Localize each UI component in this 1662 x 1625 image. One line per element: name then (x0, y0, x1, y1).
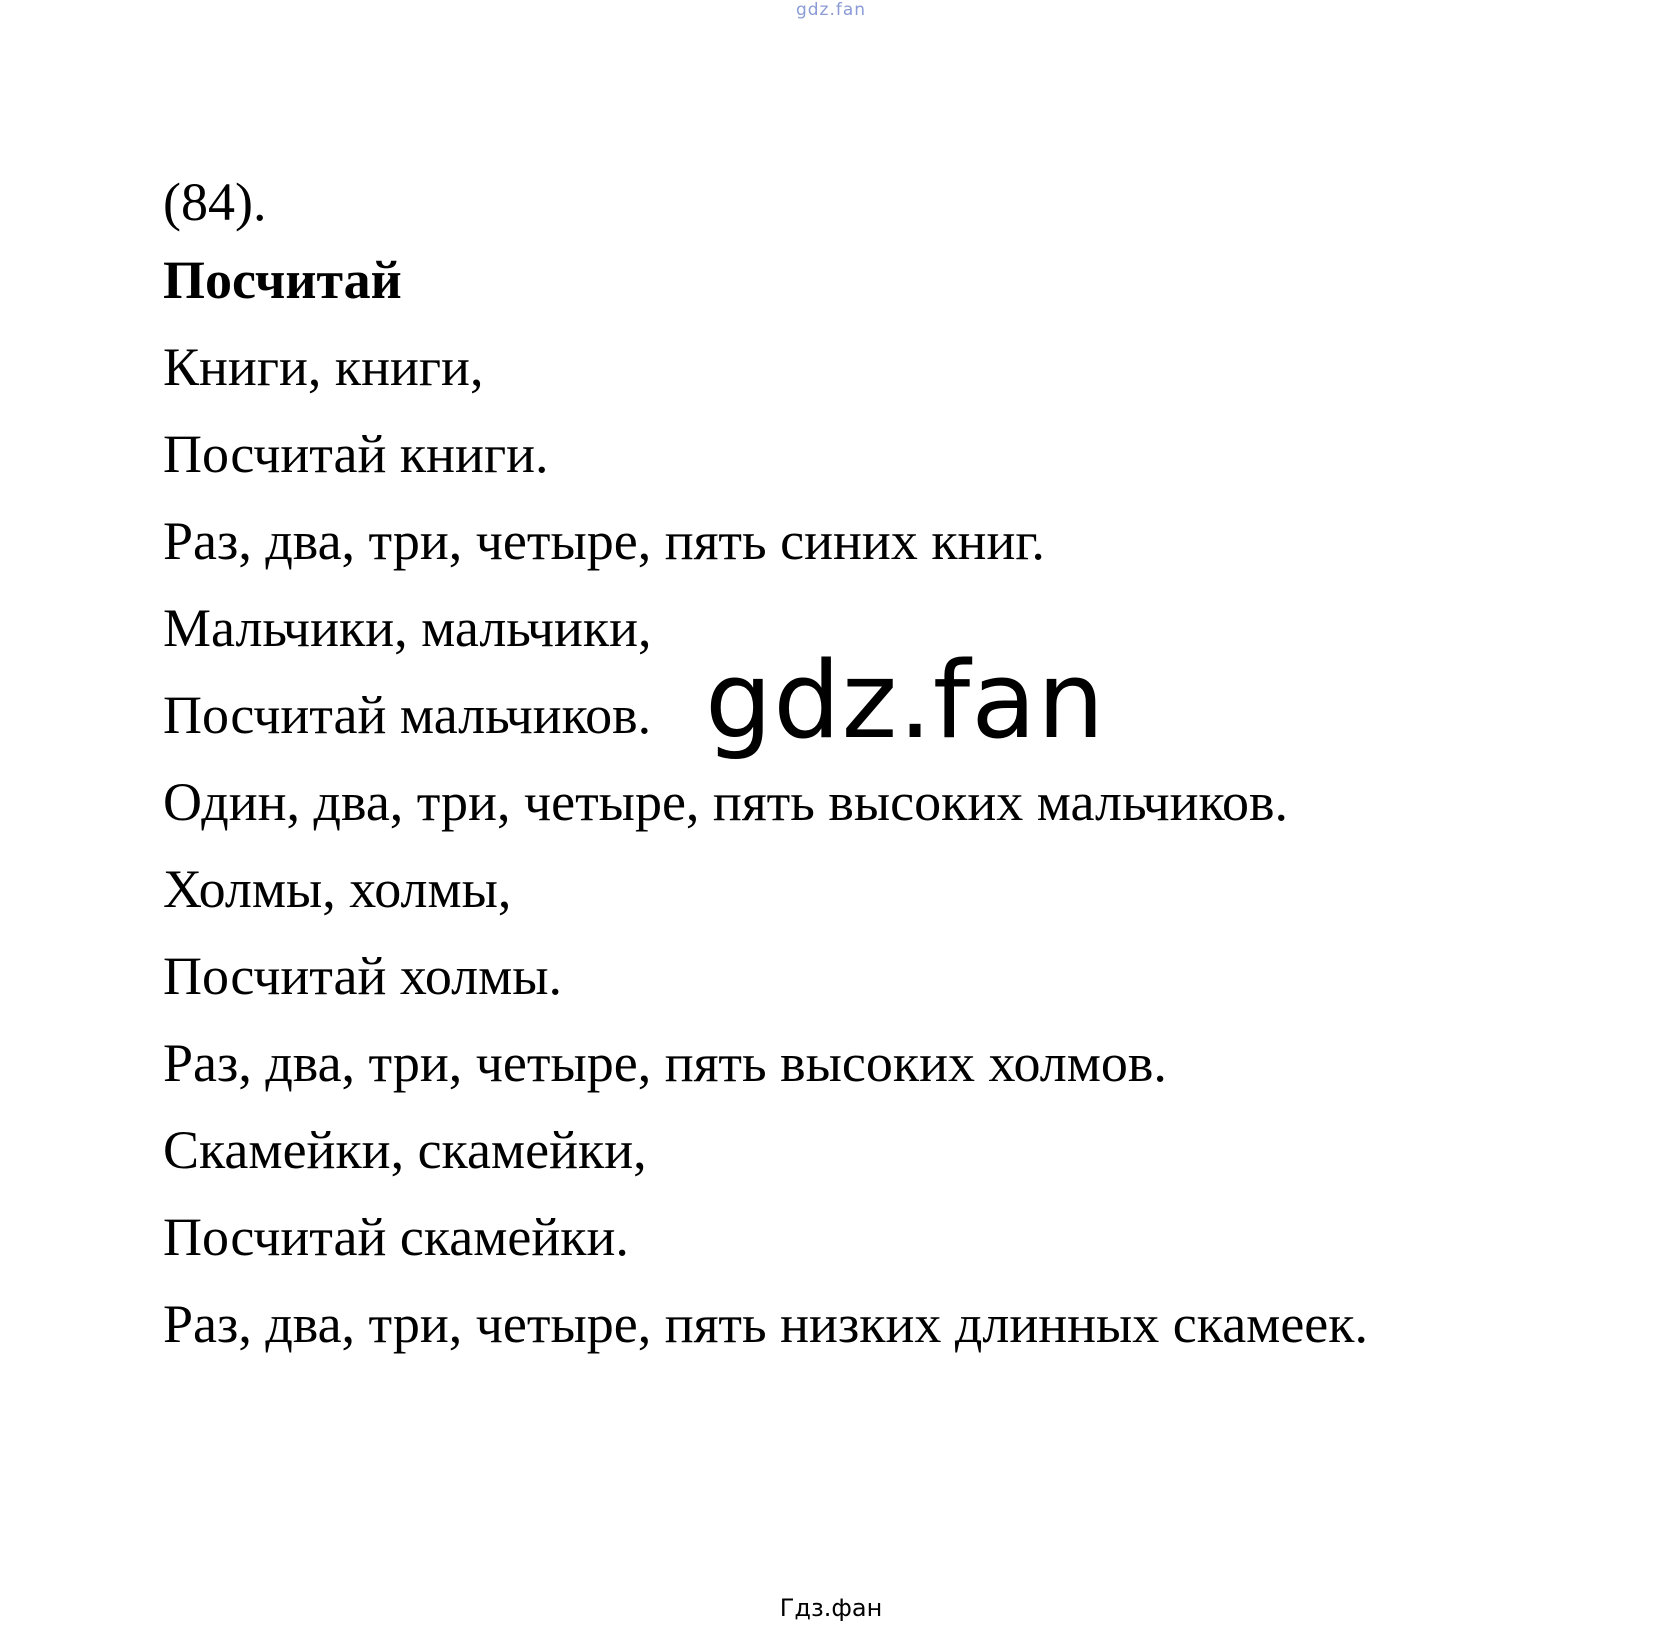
poem-line: Раз, два, три, четыре, пять высоких холмов. (163, 1033, 1167, 1093)
poem-line: Посчитай холмы. (163, 946, 563, 1006)
poem-line: Раз, два, три, четыре, пять низких длинных скамеек. (163, 1294, 1369, 1354)
poem-line: Посчитай мальчиков. (163, 685, 652, 745)
exercise-number: (84). (163, 172, 267, 232)
poem-line: Холмы, холмы, (163, 859, 512, 919)
poem-line: Один, два, три, четыре, пять высоких мальчиков. (163, 772, 1289, 832)
poem-line: Посчитай книги. (163, 424, 549, 484)
poem-title: Посчитай (163, 250, 402, 310)
poem-line: Посчитай скамейки. (163, 1207, 629, 1267)
page-footer: Гдз.фан (779, 1594, 883, 1622)
center-watermark: gdz.fan (705, 639, 1106, 762)
poem-line: Мальчики, мальчики, (163, 598, 652, 658)
poem-line: Раз, два, три, четыре, пять синих книг. (163, 511, 1045, 571)
top-watermark: gdz.fan (795, 0, 867, 20)
poem-line: Скамейки, скамейки, (163, 1120, 647, 1180)
poem-line: Книги, книги, (163, 337, 484, 397)
document-body (163, 168, 1368, 1368)
